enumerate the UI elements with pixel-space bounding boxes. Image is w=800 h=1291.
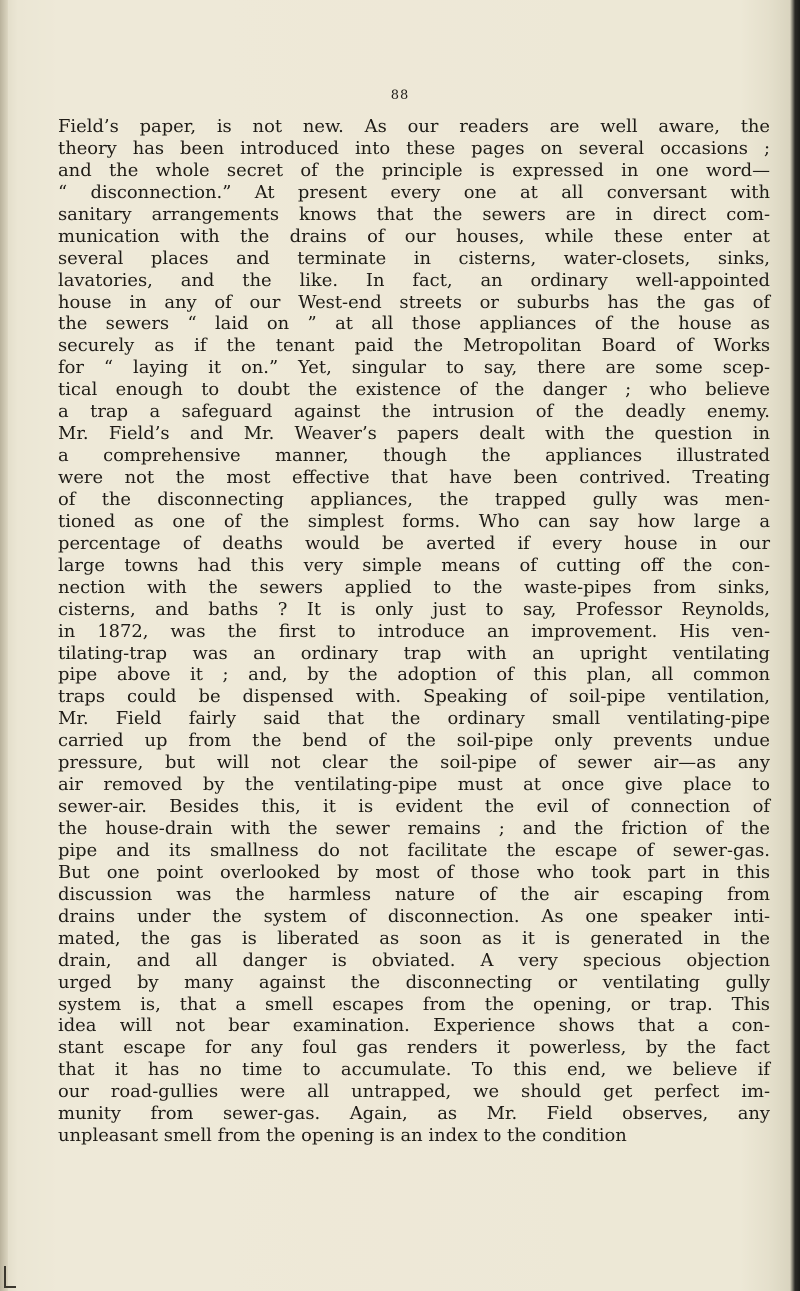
text-line: and the whole secret of the principle is expressed in one word—	[58, 159, 770, 181]
text-line: in 1872, was the first to introduce an improvement. His ven-	[58, 620, 770, 642]
text-line: traps could be dispensed with. Speaking of soil-pipe ventilation,	[58, 686, 770, 708]
page-number: 88	[390, 88, 410, 103]
text-line: pipe above it ; and, by the adoption of this plan, all common	[58, 664, 770, 686]
text-line: our road-gullies were all untrapped, we should get perfect im-	[58, 1081, 770, 1103]
text-line: tilating-trap was an ordinary trap with an upright ventilating	[58, 642, 770, 664]
text-line: stant escape for any foul gas renders it powerless, by the fact	[58, 1037, 770, 1059]
text-line: several places and terminate in cisterns, water-closets, sinks,	[58, 247, 770, 269]
text-line: drains under the system of disconnection. As one speaker inti-	[58, 905, 770, 927]
page-binding-edge	[0, 0, 8, 1291]
text-line: that it has no time to accumulate. To this end, we believe if	[58, 1059, 770, 1081]
text-line: munication with the drains of our houses, while these enter at	[58, 225, 770, 247]
text-line: the sewers “ laid on ” at all those appliances of the house as	[58, 313, 770, 335]
text-line: “ disconnection.” At present every one at all conversant with	[58, 181, 770, 203]
text-line: cisterns, and baths ? It is only just to say, Professor Reynolds,	[58, 598, 770, 620]
text-line: system is, that a smell escapes from the opening, or trap. This	[58, 993, 770, 1015]
text-line: idea will not bear examination. Experience shows that a con-	[58, 1015, 770, 1037]
text-line: securely as if the tenant paid the Metropolitan Board of Works	[58, 335, 770, 357]
body-text	[58, 116, 770, 1147]
text-line: urged by many against the disconnecting or ventilating gully	[58, 971, 770, 993]
text-line: house in any of our West-end streets or suburbs has the gas of	[58, 291, 770, 313]
text-line: of the disconnecting appliances, the trapped gully was men-	[58, 488, 770, 510]
text-line: pressure, but will not clear the soil-pipe of sewer air—as any	[58, 752, 770, 774]
text-line: were not the most effective that have been contrived. Treating	[58, 467, 770, 488]
text-line: a comprehensive manner, though the appliances illustrated	[58, 445, 770, 467]
text-line: mated, the gas is liberated as soon as it is generated in the	[58, 927, 770, 949]
text-line: Mr. Field’s and Mr. Weaver’s papers dealt with the question in	[58, 423, 770, 445]
text-line: a trap a safeguard against the intrusion of the deadly enemy.	[58, 401, 770, 423]
text-line: Field’s paper, is not new. As our readers are well aware, the	[58, 116, 770, 137]
corner-mark	[4, 1266, 16, 1288]
text-line: sewer-air. Besides this, it is evident the evil of connection of	[58, 796, 770, 818]
text-line: lavatories, and the like. In fact, an ordinary well-appointed	[58, 269, 770, 291]
text-line: percentage of deaths would be averted if every house in our	[58, 532, 770, 554]
text-line: the house-drain with the sewer remains ; and the friction of the	[58, 818, 770, 839]
text-line: pipe and its smallness do not facilitate the escape of sewer-gas.	[58, 839, 770, 861]
text-line: for “ laying it on.” Yet, singular to say, there are some scep-	[58, 357, 770, 379]
text-line: drain, and all danger is obviated. A very specious objection	[58, 949, 770, 971]
text-line: carried up from the bend of the soil-pipe only prevents undue	[58, 730, 770, 752]
text-line: nection with the sewers applied to the waste-pipes from sinks,	[58, 576, 770, 598]
text-line: munity from sewer-gas. Again, as Mr. Field observes, any	[58, 1103, 770, 1125]
text-line: tioned as one of the simplest forms. Who can say how large a	[58, 510, 770, 532]
text-line: Mr. Field fairly said that the ordinary small ventilating-pipe	[58, 708, 770, 730]
text-line: unpleasant smell from the opening is an index to the condition	[58, 1125, 627, 1147]
text-line: But one point overlooked by most of those who took part in this	[58, 861, 770, 883]
text-line: large towns had this very simple means of cutting off the con-	[58, 554, 770, 576]
text-line: theory has been introduced into these pages on several occasions ;	[58, 137, 770, 159]
text-line: tical enough to doubt the existence of the danger ; who believe	[58, 379, 770, 401]
text-line: discussion was the harmless nature of the air escaping from	[58, 883, 770, 905]
text-line: sanitary arrangements knows that the sewers are in direct com-	[58, 203, 770, 225]
text-line: air removed by the ventilating-pipe must at once give place to	[58, 774, 770, 796]
